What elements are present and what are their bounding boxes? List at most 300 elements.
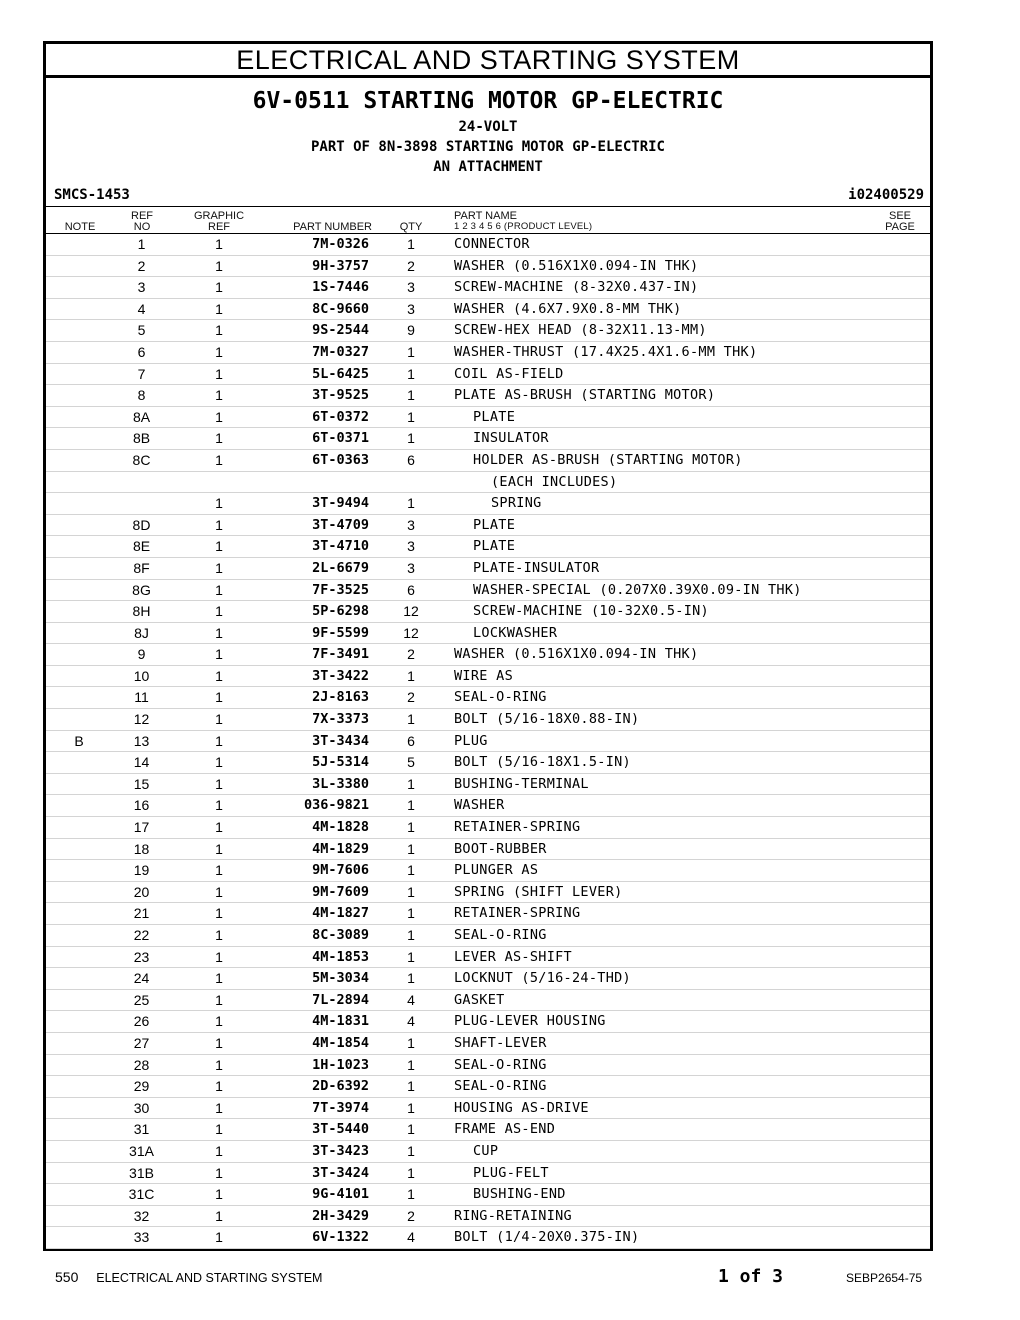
part-name-cell: WASHER <box>454 797 505 814</box>
ref-number-cell: 1 <box>137 236 146 252</box>
part-name-cell: PLUG <box>454 732 488 749</box>
table-row <box>46 407 930 429</box>
ref-number-cell: 31A <box>129 1142 154 1159</box>
ref-number-cell: 22 <box>133 927 150 943</box>
graphic-ref-cell: 1 <box>215 1229 223 1246</box>
quantity-cell: 1 <box>407 970 415 987</box>
graphic-ref-cell: 1 <box>215 970 223 987</box>
ref-number-cell: 12 <box>133 711 150 728</box>
graphic-ref-cell: 1 <box>215 1207 223 1224</box>
part-number-cell: 9M-7606 <box>312 862 369 879</box>
ref-number-cell: 13 <box>133 732 150 749</box>
part-name-cell: HOUSING AS-DRIVE <box>454 1099 589 1116</box>
table-row <box>46 1055 930 1077</box>
quantity-cell: 1 <box>407 667 415 684</box>
ref-number-cell: 8A <box>132 408 151 425</box>
table-row <box>46 882 930 904</box>
quantity-cell: 3 <box>407 516 415 533</box>
ref-number-cell: 20 <box>133 883 150 900</box>
quantity-cell: 4 <box>407 1229 415 1246</box>
part-number-cell: 5J-5314 <box>312 754 369 771</box>
graphic-ref-cell: 1 <box>215 430 223 447</box>
ref-number-cell: 33 <box>133 1229 150 1246</box>
part-name-cell: SEAL-O-RING <box>454 927 547 943</box>
quantity-cell: 1 <box>407 905 415 922</box>
quantity-cell: 1 <box>407 775 415 792</box>
part-number-cell: 9H-3757 <box>312 257 369 274</box>
table-row <box>46 601 930 623</box>
quantity-cell: 1 <box>407 387 415 404</box>
ref-number-cell: 8D <box>132 516 151 533</box>
part-number-cell: 4M-1829 <box>312 840 369 857</box>
graphic-ref-cell: 1 <box>215 754 223 771</box>
ref-number-cell: 19 <box>133 862 150 879</box>
graphic-ref-cell: 1 <box>215 948 223 965</box>
graphic-ref-cell: 1 <box>215 905 223 922</box>
graphic-ref-cell: 1 <box>215 516 223 533</box>
quantity-cell: 6 <box>407 581 415 598</box>
graphic-ref-cell: 1 <box>215 538 223 555</box>
graphic-ref-cell: 1 <box>215 927 223 943</box>
quantity-cell: 1 <box>407 365 415 382</box>
part-number-cell: 4M-1854 <box>312 1034 369 1051</box>
parts-list-frame <box>43 41 933 1251</box>
part-number-cell: 3T-3423 <box>312 1142 369 1159</box>
part-number-cell: 4M-1828 <box>312 819 369 836</box>
ref-number-cell: 8F <box>133 559 150 576</box>
part-name-cell: LOCKNUT (5/16-24-THD) <box>454 970 631 987</box>
part-number-cell: 5L-6425 <box>312 365 369 382</box>
part-number-cell: 1H-1023 <box>312 1056 369 1073</box>
quantity-cell: 4 <box>407 1013 415 1030</box>
part-name-cell: LOCKWASHER <box>473 624 558 641</box>
quantity-cell: 1 <box>407 948 415 965</box>
graphic-ref-cell: 1 <box>215 624 223 641</box>
header-see-top: SEE <box>888 210 911 222</box>
part-name-cell: BOLT (1/4-20X0.375-IN) <box>454 1229 640 1246</box>
part-number-cell: 3T-3422 <box>312 667 369 684</box>
part-name-cell: WASHER (4.6X7.9X0.8-MM THK) <box>454 300 682 317</box>
header-see-bottom: PAGE <box>885 221 915 233</box>
table-row <box>46 709 930 731</box>
ref-number-cell: 31C <box>128 1186 155 1203</box>
part-number-cell: 3T-4709 <box>312 516 369 533</box>
quantity-cell: 6 <box>407 451 415 468</box>
part-number-cell: 3T-3424 <box>312 1164 369 1181</box>
ref-number-cell: 8E <box>132 538 151 555</box>
part-name-cell: PLATE <box>473 538 516 555</box>
table-row <box>46 580 930 602</box>
part-name-cell: PLATE <box>473 516 516 533</box>
graphic-ref-cell: 1 <box>215 797 223 814</box>
quantity-cell: 9 <box>407 322 415 339</box>
quantity-cell: 4 <box>407 991 415 1008</box>
part-name-cell: INSULATOR <box>473 430 549 447</box>
graphic-ref-cell: 1 <box>215 689 223 706</box>
ref-number-cell: 8J <box>134 624 149 641</box>
quantity-cell: 1 <box>407 1078 415 1095</box>
graphic-ref-cell: 1 <box>215 1056 223 1073</box>
part-name-cell: SPRING (SHIFT LEVER) <box>454 883 623 900</box>
part-number-cell: 6T-0363 <box>312 451 369 468</box>
part-name-cell: BUSHING-END <box>473 1186 566 1203</box>
ref-number-cell: 18 <box>133 840 150 857</box>
table-row <box>46 1033 930 1055</box>
part-number-cell: 8C-3089 <box>312 927 369 943</box>
ref-number-cell: 30 <box>133 1099 150 1116</box>
graphic-ref-cell: 1 <box>215 775 223 792</box>
part-name-cell: RETAINER-SPRING <box>454 819 581 836</box>
table-row <box>46 1141 930 1163</box>
table-row <box>46 1163 930 1185</box>
part-number-cell: 7M-0327 <box>312 343 369 360</box>
graphic-ref-cell: 1 <box>215 365 223 382</box>
header-note: NOTE <box>64 221 96 233</box>
table-row <box>46 515 930 537</box>
header-product-levels: 1 2 3 4 5 6 (PRODUCT LEVEL) <box>454 221 593 232</box>
quantity-cell: 1 <box>407 1186 415 1203</box>
part-name-cell: SEAL-O-RING <box>454 689 547 706</box>
table-row <box>46 860 930 882</box>
table-row <box>46 342 930 364</box>
document-id: SEBP2654-75 <box>846 1271 923 1285</box>
quantity-cell: 1 <box>407 819 415 836</box>
part-name-cell: SHAFT-LEVER <box>454 1034 547 1051</box>
header-qty: QTY <box>399 221 423 233</box>
graphic-ref-cell: 1 <box>215 236 223 252</box>
part-number-cell: 2H-3429 <box>312 1207 369 1224</box>
table-row <box>46 903 930 925</box>
header-divider <box>46 206 930 207</box>
part-name-cell: WIRE AS <box>454 667 513 684</box>
graphic-ref-cell: 1 <box>215 1142 223 1159</box>
note-cell: B <box>74 732 84 749</box>
ref-number-cell: 11 <box>134 689 149 706</box>
part-name-cell: WASHER-THRUST (17.4X25.4X1.6-MM THK) <box>454 343 758 360</box>
graphic-ref-cell: 1 <box>215 862 223 879</box>
table-row <box>46 1184 930 1206</box>
ref-number-cell: 16 <box>133 797 150 814</box>
table-row <box>46 947 930 969</box>
part-name-cell: PLATE-INSULATOR <box>473 559 600 576</box>
part-number-cell: 3L-3380 <box>312 775 369 792</box>
footer-left <box>55 1269 322 1285</box>
ref-number-cell: 8G <box>132 581 151 598</box>
graphic-ref-cell: 1 <box>215 603 223 620</box>
header-graphic-top: GRAPHIC <box>193 210 245 222</box>
part-name-cell: PLATE <box>473 408 516 425</box>
page-number: 550 <box>55 1269 79 1285</box>
ref-number-cell: 29 <box>133 1078 150 1095</box>
quantity-cell: 1 <box>407 236 415 252</box>
header-part-number: PART NUMBER <box>293 221 372 233</box>
footer-section: ELECTRICAL AND STARTING SYSTEM <box>96 1271 323 1285</box>
ref-number-cell: 5 <box>137 322 146 339</box>
quantity-cell: 6 <box>407 732 415 749</box>
quantity-cell: 1 <box>407 797 415 814</box>
part-name-cell: BOLT (5/16-18X0.88-IN) <box>454 711 640 728</box>
quantity-cell: 1 <box>407 883 415 900</box>
ref-number-cell: 27 <box>133 1034 150 1051</box>
table-row <box>46 644 930 666</box>
header-ref-bottom: NO <box>133 221 151 233</box>
quantity-cell: 3 <box>407 559 415 576</box>
table-row <box>46 299 930 321</box>
part-number-cell: 6T-0372 <box>312 408 369 425</box>
ref-number-cell: 24 <box>133 970 150 987</box>
part-name-cell: SEAL-O-RING <box>454 1078 547 1095</box>
graphic-ref-cell: 1 <box>215 1164 223 1181</box>
table-row <box>46 623 930 645</box>
quantity-cell: 1 <box>407 1121 415 1138</box>
quantity-cell: 12 <box>403 624 419 641</box>
table-row <box>46 774 930 796</box>
part-number-cell: 5M-3034 <box>312 970 369 987</box>
part-number-cell: 4M-1853 <box>312 948 369 965</box>
table-row <box>46 256 930 278</box>
table-row <box>46 925 930 947</box>
page-of: 1 of 3 <box>718 1266 784 1287</box>
part-number-cell: 3T-9525 <box>312 387 369 404</box>
illustration-id: i02400529 <box>848 187 924 203</box>
graphic-ref-cell: 1 <box>215 667 223 684</box>
smcs-code: SMCS-1453 <box>54 187 130 203</box>
part-number-cell: 4M-1827 <box>312 905 369 922</box>
table-row <box>46 1227 930 1249</box>
graphic-ref-cell: 1 <box>215 408 223 425</box>
ref-number-cell: 2 <box>137 257 146 274</box>
part-number-cell: 7X-3373 <box>312 711 369 728</box>
part-name-cell: SEAL-O-RING <box>454 1056 547 1073</box>
graphic-ref-cell: 1 <box>215 387 223 404</box>
part-number-cell: 3T-9494 <box>312 495 369 512</box>
table-row <box>46 320 930 342</box>
part-name-cell: BUSHING-TERMINAL <box>454 775 589 792</box>
part-number-cell: 2J-8163 <box>312 689 369 706</box>
table-row <box>46 472 930 494</box>
quantity-cell: 1 <box>407 343 415 360</box>
part-name-cell: WASHER (0.516X1X0.094-IN THK) <box>454 646 699 663</box>
part-number-cell: 9M-7609 <box>312 883 369 900</box>
table-row <box>46 1206 930 1228</box>
part-number-cell: 3T-3434 <box>312 732 369 749</box>
quantity-cell: 1 <box>407 927 415 943</box>
ref-number-cell: 8H <box>132 603 151 620</box>
header-ref-top: REF <box>131 210 153 222</box>
part-name-cell: (EACH INCLUDES) <box>491 473 618 490</box>
table-row <box>46 1119 930 1141</box>
table-row <box>46 558 930 580</box>
part-number-cell: 5P-6298 <box>312 603 369 620</box>
quantity-cell: 12 <box>403 603 419 620</box>
ref-number-cell: 4 <box>137 300 146 317</box>
part-name-cell: COIL AS-FIELD <box>454 365 564 382</box>
ref-number-cell: 3 <box>137 279 146 296</box>
quantity-cell: 1 <box>407 862 415 879</box>
ref-number-cell: 31B <box>129 1164 154 1181</box>
section-title: ELECTRICAL AND STARTING SYSTEM <box>46 44 930 78</box>
part-number-cell: 036-9821 <box>303 797 369 814</box>
part-number-cell: 9F-5599 <box>312 624 369 641</box>
table-row <box>46 839 930 861</box>
part-name-cell: FRAME AS-END <box>454 1121 556 1138</box>
part-number-cell: 2D-6392 <box>312 1078 369 1095</box>
graphic-ref-cell: 1 <box>215 1013 223 1030</box>
part-name-cell: SCREW-MACHINE (10-32X0.5-IN) <box>473 603 709 620</box>
graphic-ref-cell: 1 <box>215 1186 223 1203</box>
part-name-cell: SCREW-HEX HEAD (8-32X11.13-MM) <box>454 322 707 339</box>
quantity-cell: 1 <box>407 840 415 857</box>
graphic-ref-cell: 1 <box>215 711 223 728</box>
ref-number-cell: 15 <box>133 775 150 792</box>
ref-number-cell: 32 <box>133 1207 150 1224</box>
ref-number-cell: 9 <box>137 646 146 663</box>
ref-number-cell: 10 <box>133 667 150 684</box>
ref-number-cell: 8B <box>132 430 151 447</box>
table-row <box>46 731 930 753</box>
quantity-cell: 3 <box>407 538 415 555</box>
quantity-cell: 3 <box>407 300 415 317</box>
part-number-cell: 7L-2894 <box>312 991 369 1008</box>
graphic-ref-cell: 1 <box>215 646 223 663</box>
ref-number-cell: 23 <box>133 948 150 965</box>
graphic-ref-cell: 1 <box>215 279 223 296</box>
graphic-ref-cell: 1 <box>215 1099 223 1116</box>
part-name-cell: WASHER-SPECIAL (0.207X0.39X0.09-IN THK) <box>473 581 802 598</box>
quantity-cell: 1 <box>407 711 415 728</box>
part-name-cell: BOLT (5/16-18X1.5-IN) <box>454 754 631 771</box>
header-graphic-bottom: REF <box>208 221 230 233</box>
quantity-cell: 1 <box>407 1034 415 1051</box>
quantity-cell: 1 <box>407 1142 415 1159</box>
ref-number-cell: 14 <box>133 754 150 771</box>
ref-number-cell: 6 <box>137 343 146 360</box>
part-name-cell: RING-RETAINING <box>454 1207 572 1224</box>
graphic-ref-cell: 1 <box>215 819 223 836</box>
part-name-cell: CUP <box>473 1142 499 1159</box>
graphic-ref-cell: 1 <box>215 732 223 749</box>
table-row <box>46 277 930 299</box>
graphic-ref-cell: 1 <box>215 495 223 512</box>
quantity-cell: 1 <box>407 1056 415 1073</box>
ref-number-cell: 17 <box>133 819 150 836</box>
ref-number-cell: 8 <box>137 387 146 404</box>
part-number-cell: 4M-1831 <box>312 1013 369 1030</box>
part-name-cell: SPRING <box>491 495 542 512</box>
part-number-cell: 3T-4710 <box>312 538 369 555</box>
table-row <box>46 968 930 990</box>
quantity-cell: 1 <box>407 1164 415 1181</box>
quantity-cell: 2 <box>407 1207 415 1224</box>
table-row <box>46 990 930 1012</box>
group-title: 6V-0511 STARTING MOTOR GP-ELECTRIC <box>252 88 724 114</box>
graphic-ref-cell: 1 <box>215 1121 223 1138</box>
graphic-ref-cell: 1 <box>215 322 223 339</box>
graphic-ref-cell: 1 <box>215 1034 223 1051</box>
ref-number-cell: 25 <box>133 991 150 1008</box>
subtitle-line: AN ATTACHMENT <box>433 159 543 175</box>
part-name-cell: RETAINER-SPRING <box>454 905 581 922</box>
part-number-cell: 7M-0326 <box>312 236 369 252</box>
quantity-cell: 2 <box>407 646 415 663</box>
part-name-cell: PLATE AS-BRUSH (STARTING MOTOR) <box>454 387 716 404</box>
table-row <box>46 1076 930 1098</box>
subtitle-line: PART OF 8N-3898 STARTING MOTOR GP-ELECTRIC <box>310 139 665 155</box>
part-number-cell: 6V-1322 <box>312 1229 369 1246</box>
graphic-ref-cell: 1 <box>215 300 223 317</box>
table-row <box>46 752 930 774</box>
quantity-cell: 5 <box>407 754 415 771</box>
graphic-ref-cell: 1 <box>215 257 223 274</box>
ref-number-cell: 31 <box>133 1121 150 1138</box>
part-number-cell: 7T-3974 <box>312 1099 369 1116</box>
table-row <box>46 364 930 386</box>
table-row <box>46 1011 930 1033</box>
part-number-cell: 9G-4101 <box>312 1186 369 1203</box>
part-number-cell: 3T-5440 <box>312 1121 369 1138</box>
table-row <box>46 817 930 839</box>
part-name-cell: PLUG-LEVER HOUSING <box>454 1013 606 1030</box>
part-name-cell: WASHER (0.516X1X0.094-IN THK) <box>454 257 699 274</box>
graphic-ref-cell: 1 <box>215 581 223 598</box>
graphic-ref-cell: 1 <box>215 840 223 857</box>
graphic-ref-cell: 1 <box>215 451 223 468</box>
table-row <box>46 687 930 709</box>
table-row <box>46 666 930 688</box>
part-number-cell: 2L-6679 <box>312 559 369 576</box>
graphic-ref-cell: 1 <box>215 883 223 900</box>
table-row <box>46 428 930 450</box>
ref-number-cell: 26 <box>133 1013 150 1030</box>
graphic-ref-cell: 1 <box>215 991 223 1008</box>
part-name-cell: PLUG-FELT <box>473 1164 549 1181</box>
quantity-cell: 1 <box>407 408 415 425</box>
ref-number-cell: 21 <box>133 905 150 922</box>
part-name-cell: LEVER AS-SHIFT <box>454 948 572 965</box>
part-name-cell: GASKET <box>454 991 505 1008</box>
quantity-cell: 2 <box>407 689 415 706</box>
part-number-cell: 8C-9660 <box>312 300 369 317</box>
part-number-cell: 7F-3525 <box>312 581 369 598</box>
graphic-ref-cell: 1 <box>215 1078 223 1095</box>
parts-table <box>46 234 930 1249</box>
table-row <box>46 234 930 256</box>
graphic-ref-cell: 1 <box>215 343 223 360</box>
ref-number-cell: 7 <box>137 365 146 382</box>
part-number-cell: 1S-7446 <box>312 279 369 296</box>
table-row <box>46 385 930 407</box>
quantity-cell: 1 <box>407 495 415 512</box>
header-part-name: PART NAME <box>454 210 517 222</box>
graphic-ref-cell: 1 <box>215 559 223 576</box>
quantity-cell: 2 <box>407 257 415 274</box>
quantity-cell: 3 <box>407 279 415 296</box>
part-name-cell: BOOT-RUBBER <box>454 840 547 857</box>
part-name-cell: HOLDER AS-BRUSH (STARTING MOTOR) <box>473 451 743 468</box>
subtitle-line: 24-VOLT <box>458 119 518 135</box>
table-row <box>46 795 930 817</box>
table-row <box>46 1098 930 1120</box>
table-row <box>46 536 930 558</box>
table-row <box>46 493 930 515</box>
part-name-cell: CONNECTOR <box>454 236 530 252</box>
ref-number-cell: 28 <box>133 1056 150 1073</box>
part-number-cell: 7F-3491 <box>312 646 369 663</box>
part-name-cell: SCREW-MACHINE (8-32X0.437-IN) <box>454 279 699 296</box>
ref-number-cell: 8C <box>132 451 151 468</box>
part-number-cell: 6T-0371 <box>312 430 369 447</box>
quantity-cell: 1 <box>407 1099 415 1116</box>
